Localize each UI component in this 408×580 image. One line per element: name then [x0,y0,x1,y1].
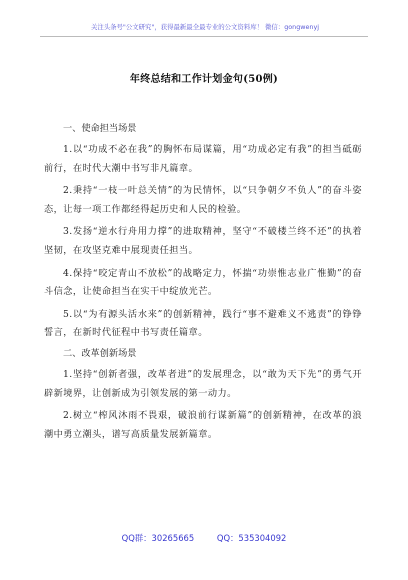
header-note: 关注头条号"公文研究"，获得最新最全最专业的公文资料库！ 微信：gongwenyj [90,23,320,31]
footer-contact [0,532,408,544]
section-heading: 二、改革创新场景 [63,347,137,359]
list-item: 4.保持“咬定青山不放松”的战略定力，怀揣“功崇惟志业广惟勤”的奋斗信念，让使命担当在实干中绽放光芒。 [44,267,362,298]
list-item: 5.以“为有源头活水来”的创新精神，践行“事不避难义不逃责”的铮铮誓言，在新时代征程中书写责任篇章。 [44,308,362,339]
list-item: 2.秉持“一枝一叶总关情”的为民情怀，以“只争朝夕不负人”的奋斗姿态，让每一项工作都经得起历史和人民的检验。 [44,185,362,215]
list-item: 1.坚持“创新者强，改革者进”的发展理念，以“敢为天下先”的勇气开辟新境界，让创新成为引领发展的第一动力。 [44,368,362,399]
list-item: 2.树立“榨风沐雨不畏艰，破浪前行谋新篇”的创新精神，在改革的浪潮中勇立潮头，谱写高质量发展新篇章。 [44,410,362,440]
qq-contact-link[interactable]: QQ：535304092 [216,533,287,543]
list-item: 1.以“功成不必在我”的胸怀布局谋篇，用“功成必定有我”的担当砥砺前行，在时代大潮中书写非凡篇章。 [44,144,362,174]
list-item: 3.发扬“逆水行舟用力撑”的进取精神，坚守“不破楼兰终不还”的执着坚韧，在攻坚克难中展现责任担当。 [44,226,362,256]
document-title: 年终总结和工作计划金句(50例) [129,74,279,85]
document-body [44,105,362,448]
section-heading: 一、使命担当场景 [63,123,137,134]
header-divider [40,36,368,37]
qq-group-link[interactable]: QQ群：30265665 [121,533,195,543]
